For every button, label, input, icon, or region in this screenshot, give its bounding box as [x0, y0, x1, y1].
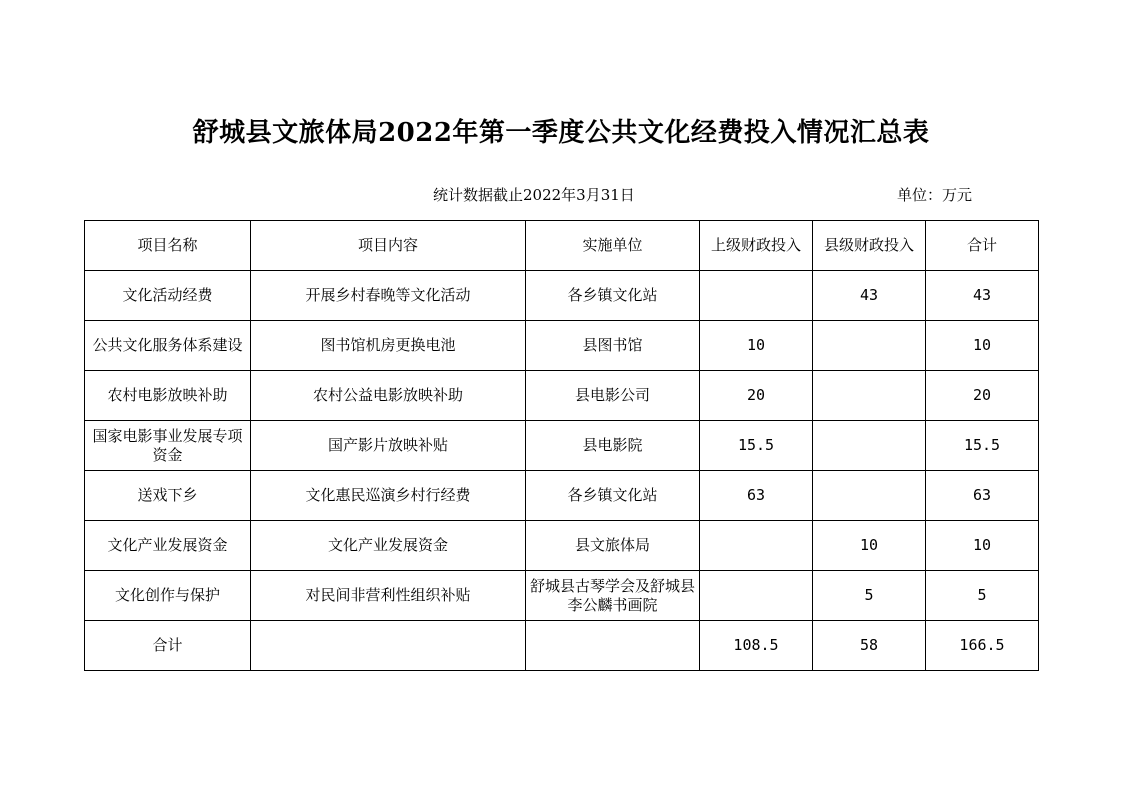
table-row	[85, 271, 1039, 321]
cell-total-label: 合计	[85, 621, 251, 671]
cell-upper-funding-total: 108.5	[700, 621, 813, 671]
funding-summary-table	[84, 220, 1039, 671]
table-total-row	[85, 621, 1039, 671]
cell-upper-funding: 15.5	[700, 421, 813, 471]
cell-project-name: 文化活动经费	[85, 271, 251, 321]
cell-implementing-unit: 县电影院	[526, 421, 700, 471]
cell-total: 10	[926, 521, 1039, 571]
cell-project-name: 文化产业发展资金	[85, 521, 251, 571]
table-header-row	[85, 221, 1039, 271]
cell-implementing-unit: 舒城县古琴学会及舒城县李公麟书画院	[526, 571, 700, 621]
header-upper-funding: 上级财政投入	[700, 221, 813, 271]
cell-upper-funding	[700, 521, 813, 571]
cell-upper-funding	[700, 271, 813, 321]
cell-county-funding	[813, 371, 926, 421]
cell-upper-funding: 10	[700, 321, 813, 371]
table-row	[85, 421, 1039, 471]
cell-project-name: 公共文化服务体系建设	[85, 321, 251, 371]
cell-project-content: 文化产业发展资金	[251, 521, 526, 571]
cell-project-content: 农村公益电影放映补助	[251, 371, 526, 421]
cell-county-funding	[813, 321, 926, 371]
cell-upper-funding: 20	[700, 371, 813, 421]
cell-total: 5	[926, 571, 1039, 621]
header-county-funding: 县级财政投入	[813, 221, 926, 271]
cell-county-funding	[813, 421, 926, 471]
table-row	[85, 571, 1039, 621]
cell-county-funding	[813, 471, 926, 521]
cell-implementing-unit: 县文旅体局	[526, 521, 700, 571]
cell-project-content: 文化惠民巡演乡村行经费	[251, 471, 526, 521]
header-implementing-unit: 实施单位	[526, 221, 700, 271]
cell-project-content: 国产影片放映补贴	[251, 421, 526, 471]
cell-county-funding: 10	[813, 521, 926, 571]
table-row	[85, 371, 1039, 421]
cell-county-funding: 5	[813, 571, 926, 621]
page-title: 舒城县文旅体局2022年第一季度公共文化经费投入情况汇总表	[192, 118, 930, 148]
cell-project-content: 开展乡村春晚等文化活动	[251, 271, 526, 321]
cell-total: 43	[926, 271, 1039, 321]
cell-project-content: 图书馆机房更换电池	[251, 321, 526, 371]
cell-project-name: 送戏下乡	[85, 471, 251, 521]
cell-project-name: 文化创作与保护	[85, 571, 251, 621]
cell-project-name: 国家电影事业发展专项资金	[85, 421, 251, 471]
cell-project-content	[251, 621, 526, 671]
cell-upper-funding: 63	[700, 471, 813, 521]
cell-implementing-unit: 县图书馆	[526, 321, 700, 371]
cell-grand-total: 166.5	[926, 621, 1039, 671]
cell-total: 15.5	[926, 421, 1039, 471]
table-row	[85, 521, 1039, 571]
table-row	[85, 321, 1039, 371]
cell-project-name: 农村电影放映补助	[85, 371, 251, 421]
cell-upper-funding	[700, 571, 813, 621]
cell-implementing-unit: 县电影公司	[526, 371, 700, 421]
cell-project-content: 对民间非营利性组织补贴	[251, 571, 526, 621]
cell-county-funding-total: 58	[813, 621, 926, 671]
cell-implementing-unit: 各乡镇文化站	[526, 271, 700, 321]
cell-total: 10	[926, 321, 1039, 371]
header-project-content: 项目内容	[251, 221, 526, 271]
cell-total: 20	[926, 371, 1039, 421]
table-row	[85, 471, 1039, 521]
cell-county-funding: 43	[813, 271, 926, 321]
stat-date: 统计数据截止2022年3月31日	[433, 186, 635, 204]
header-project-name: 项目名称	[85, 221, 251, 271]
cell-implementing-unit: 各乡镇文化站	[526, 471, 700, 521]
header-total: 合计	[926, 221, 1039, 271]
cell-implementing-unit	[526, 621, 700, 671]
unit-label: 单位：万元	[897, 186, 973, 204]
cell-total: 63	[926, 471, 1039, 521]
